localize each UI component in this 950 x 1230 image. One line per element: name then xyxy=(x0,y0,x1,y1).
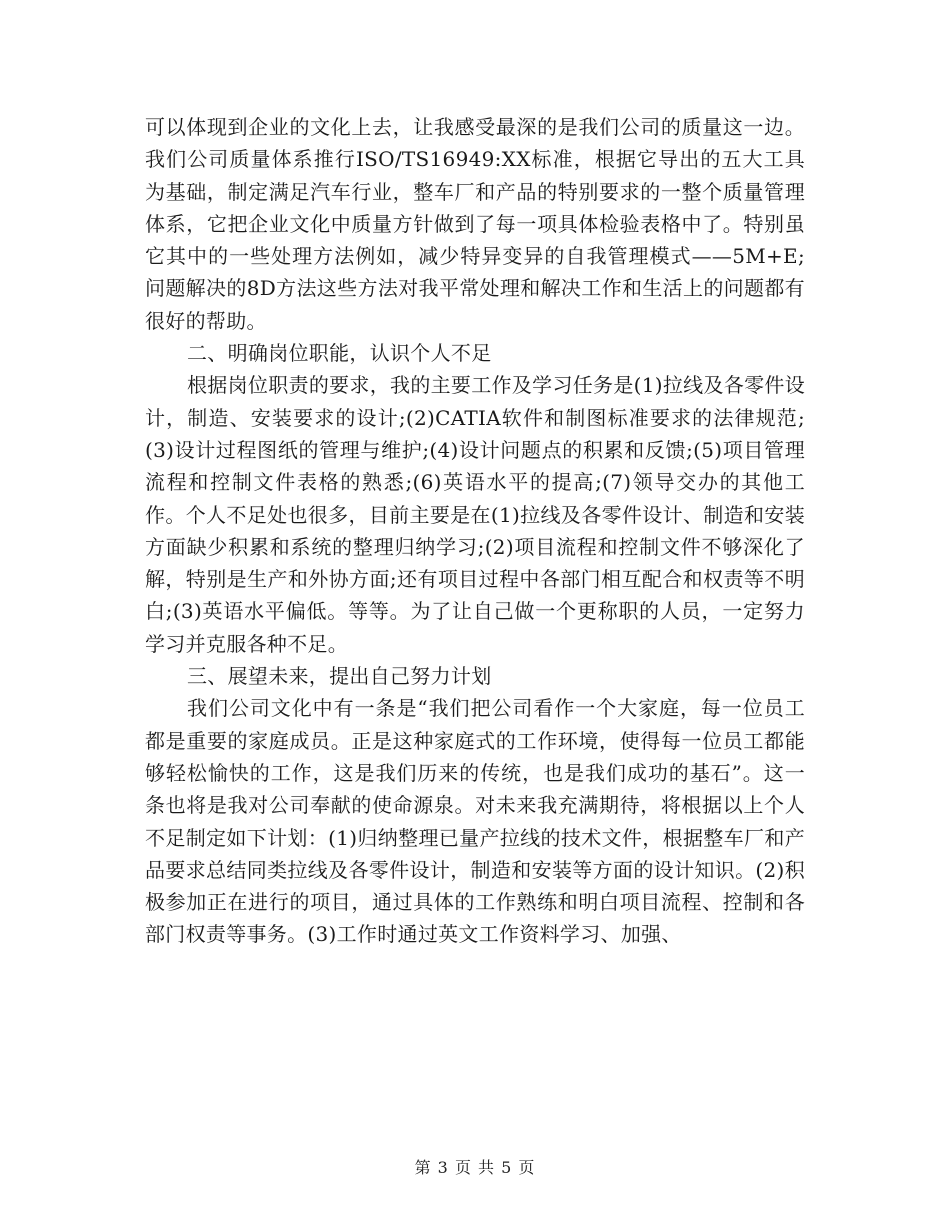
section-heading-three: 三、展望未来，提出自己努力计划 xyxy=(187,664,492,689)
paragraph-quality-system: 可以体现到企业的文化上去，让我感受最深的是我们公司的质量这一边。我们公司质量体系推行ISO/TS16949:XX标准，根据它导出的五大工具为基础，制定满足汽车行业，整车厂和产品的特别要求的一整个质量管理体系，它把企业文化中质量方针做到了每一项具体检验表格中了。特别虽它其中的一些处理方法例如，减少特异变异的自我管理模式——5M+E;问题解决的8D方法这些方法对我平常处理和解决工作和生活上的问题都有很好的帮助。 xyxy=(145,115,805,333)
section-heading-two: 二、明确岗位职能，认识个人不足 xyxy=(187,341,492,366)
page-number-footer: 第 3 页 共 5 页 xyxy=(414,1158,536,1177)
paragraph-job-duties: 根据岗位职责的要求，我的主要工作及学习任务是(1)拉线及各零件设计，制造、安装要求的设计;(2)CATIA软件和制图标准要求的法律规范;(3)设计过程图纸的管理与维护;(4)设计问题点的积累和反馈;(5)项目管理流程和控制文件表格的熟悉;(6)英语水平的提高;(7)领导交办的其他工作。个人不足处也很多，目前主要是在(1)拉线及各零件设计、制造和安装方面缺少积累和系统的整理归纳学习;(2)项目流程和控制文件不够深化了解，特别是生产和外协方面;还有项目过程中各部门相互配合和权责等不明白;(3)英语水平偏低。等等。为了让自己做一个更称职的人员，一定努力学习并克服各种不足。 xyxy=(145,373,805,656)
paragraph-future-plan: 我们公司文化中有一条是“我们把公司看作一个大家庭，每一位员工都是重要的家庭成员。正是这种家庭式的工作环境，使得每一位员工都能够轻松愉快的工作，这是我们历来的传统，也是我们成功的基石”。这一条也将是我对公司奉献的使命源泉。对未来我充满期待，将根据以上个人不足制定如下计划：(1)归纳整理已量产拉线的技术文件，根据整车厂和产品要求总结同类拉线及各零件设计，制造和安装等方面的设计知识。(2)积极参加正在进行的项目，通过具体的工作熟练和明白项目流程、控制和各部门权责等事务。(3)工作时通过英文工作资料学习、加强、 xyxy=(145,696,805,947)
document-body xyxy=(145,111,805,951)
